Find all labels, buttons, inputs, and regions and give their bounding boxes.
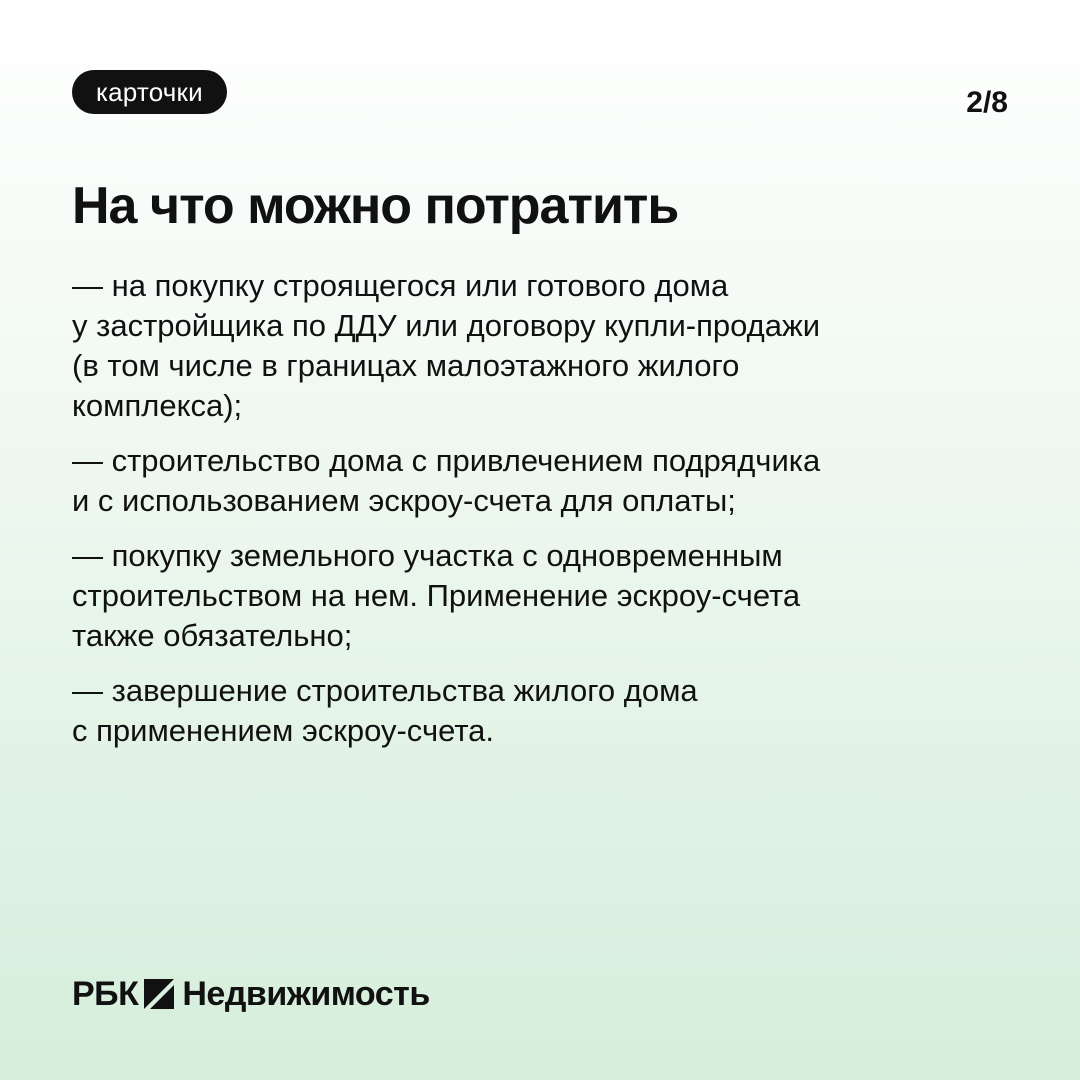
slide-counter: 2/8 [966,86,1008,119]
list-item-line: — на покупку строящегося или готового дома [72,268,729,303]
list-item [72,536,972,656]
list-item-line: и с использованием эскроу-счета для оплаты; [72,483,736,518]
list-item-line: строительством на нем. Применение эскроу-счета [72,578,801,613]
spending-list [72,266,972,766]
brand-logo [72,972,430,1016]
list-item [72,266,972,426]
page-title: На что можно потратить [72,177,679,235]
logo-rbk-text: РБК [72,974,139,1013]
list-item-line: (в том числе в границах малоэтажного жилого [72,348,740,383]
list-item [72,441,972,521]
list-item-line: — покупку земельного участка с одновременным [72,538,783,573]
list-item-line: у застройщика по ДДУ или договору купли-продажи [72,308,821,343]
list-item-line: с применением эскроу-счета. [72,713,495,748]
list-item-line: также обязательно; [72,618,353,653]
slash-mark-icon [144,979,174,1009]
list-item-line: комплекса); [72,388,243,423]
list-item-line: — строительство дома с привлечением подрядчика [72,443,821,478]
category-tag: карточки [72,70,227,114]
list-item-line: — завершение строительства жилого дома [72,673,698,708]
logo-realty-text: Недвижимость [182,974,430,1013]
list-item [72,671,972,751]
